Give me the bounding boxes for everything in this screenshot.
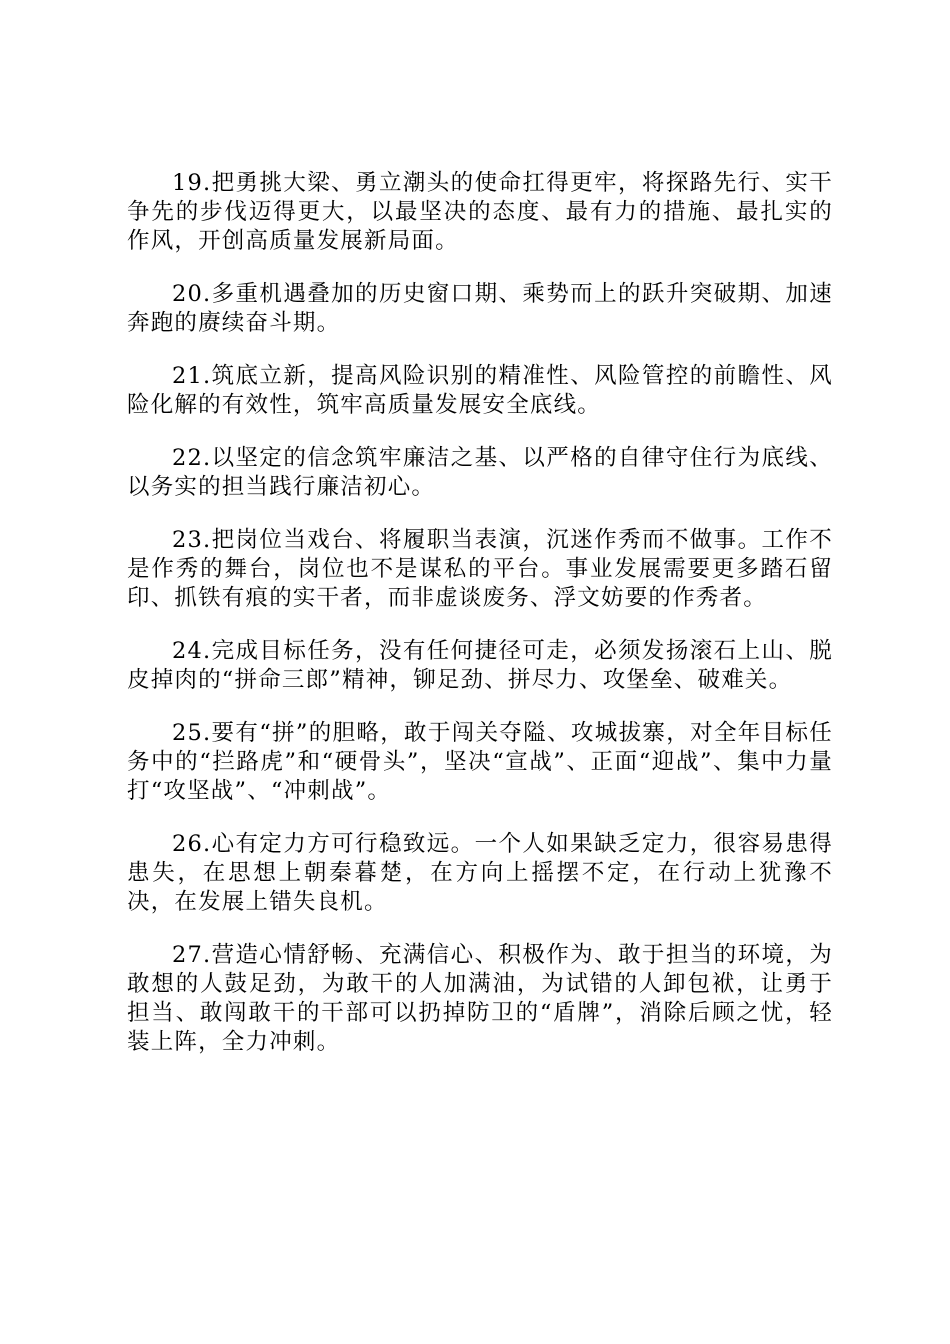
paragraph-26: 26.心有定力方可行稳致远。一个人如果缺乏定力，很容易患得患失，在思想上朝秦暮楚，在方向上摇摆不定，在行动上犹豫不决，在发展上错失良机。 [127, 831, 833, 915]
paragraph-20: 20.多重机遇叠加的历史窗口期、乘势而上的跃升突破期、加速奔跑的赓续奋斗期。 [127, 281, 833, 336]
paragraph-24: 24.完成目标任务，没有任何捷径可走，必须发扬滚石上山、脱皮掉肉的“拼命三郎”精神，铆足劲、拼尽力、攻堡垒、破难关。 [127, 638, 833, 693]
paragraph-19: 19.把勇挑大梁、勇立潮头的使命扛得更牢，将探路先行、实干争先的步伐迈得更大，以最坚决的态度、最有力的措施、最扎实的作风，开创高质量发展新局面。 [127, 170, 833, 254]
paragraph-22: 22.以坚定的信念筑牢廉洁之基、以严格的自律守住行为底线、以务实的担当践行廉洁初心。 [127, 445, 833, 500]
paragraph-27: 27.营造心情舒畅、充满信心、积极作为、敢于担当的环境，为敢想的人鼓足劲，为敢干的人加满油，为试错的人卸包袱，让勇于担当、敢闯敢干的干部可以扔掉防卫的“盾牌”，消除后顾之忧，轻装上阵，全力冲刺。 [127, 942, 833, 1055]
paragraph-23: 23.把岗位当戏台、将履职当表演，沉迷作秀而不做事。工作不是作秀的舞台，岗位也不是谋私的平台。事业发展需要更多踏石留印、抓铁有痕的实干者，而非虚谈废务、浮文妨要的作秀者。 [127, 527, 833, 611]
paragraph-25: 25.要有“拼”的胆略，敢于闯关夺隘、攻城拔寨，对全年目标任务中的“拦路虎”和“硬骨头”，坚决“宣战”、正面“迎战”、集中力量打“攻坚战”、“冲刺战”。 [127, 720, 833, 804]
paragraph-21: 21.筑底立新，提高风险识别的精准性、风险管控的前瞻性、风险化解的有效性，筑牢高质量发展安全底线。 [127, 363, 833, 418]
document-body [127, 169, 833, 1081]
